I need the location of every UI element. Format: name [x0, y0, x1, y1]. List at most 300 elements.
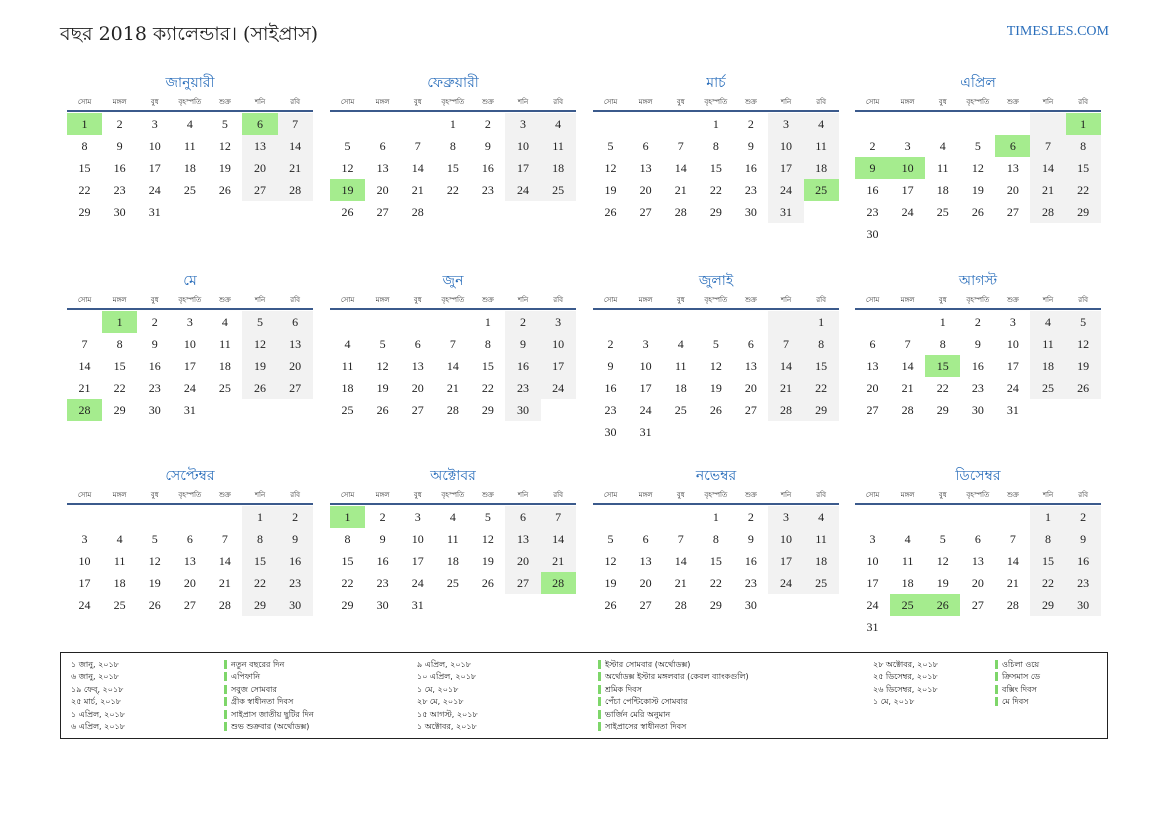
day-cell: 4: [221, 315, 228, 329]
day-cell: 4: [1030, 311, 1065, 333]
day-cell: 13: [242, 135, 277, 157]
day-cell: 29: [1030, 594, 1065, 616]
day-cell: 2: [869, 139, 876, 153]
empty-day-cell: [330, 113, 365, 135]
day-cell: 3: [151, 117, 158, 131]
day-cell: 6: [505, 506, 540, 528]
day-cell: 12: [218, 139, 231, 153]
month-name: জানুয়ারী: [165, 75, 215, 91]
day-cell: 28: [768, 399, 803, 421]
day-cell: 17: [768, 157, 803, 179]
day-cell: 30: [148, 403, 161, 417]
day-cell: 11: [804, 528, 839, 550]
day-cell: 22: [936, 381, 949, 395]
day-cell: 6: [642, 532, 649, 546]
legend-holiday-name: এপিফানি: [224, 671, 314, 683]
day-cell: 23: [505, 377, 540, 399]
day-cell: 5: [712, 337, 719, 351]
month-name: অক্টোবর: [430, 468, 476, 484]
empty-day-cell: [628, 311, 663, 333]
empty-day-cell: [855, 311, 890, 333]
weekday-label: বৃহস্পতি: [178, 491, 202, 499]
weekday-label: শনি: [517, 296, 529, 304]
weekday-label: শুক্র: [218, 491, 231, 499]
day-cell: 27: [411, 403, 424, 417]
day-cell: 4: [344, 337, 351, 351]
empty-day-cell: [628, 113, 663, 135]
day-cell: 4: [804, 506, 839, 528]
day-cell: 13: [639, 161, 652, 175]
month-calendar: [593, 72, 839, 223]
day-cell: 13: [971, 554, 984, 568]
weekday-label: শুক্র: [1006, 98, 1019, 106]
day-cell: 11: [219, 337, 231, 351]
site-link[interactable]: TIMESLES.COM: [1006, 24, 1109, 39]
day-cell: 24: [148, 183, 161, 197]
day-cell: 6: [747, 337, 754, 351]
day-cell: 12: [604, 161, 617, 175]
day-cell: 21: [674, 183, 687, 197]
empty-day-cell: [365, 113, 400, 135]
day-cell: 16: [866, 183, 879, 197]
day-cell: 23: [604, 403, 617, 417]
month-calendar: [593, 270, 839, 443]
day-cell: 22: [446, 183, 459, 197]
day-cell: 26: [604, 598, 617, 612]
day-cell: 16: [278, 550, 313, 572]
weekday-label: বুধ: [150, 98, 159, 106]
weekday-label: শনি: [517, 491, 529, 499]
weekday-label: সোম: [603, 98, 618, 106]
day-cell: 10: [78, 554, 91, 568]
day-cell: 24: [505, 179, 540, 201]
day-cell: 20: [971, 576, 984, 590]
empty-day-cell: [960, 506, 995, 528]
weekday-label: বুধ: [676, 296, 685, 304]
day-cell: 9: [116, 139, 123, 153]
empty-day-cell: [663, 113, 698, 135]
day-grid: [855, 113, 1101, 245]
day-cell: 21: [901, 381, 914, 395]
day-cell: 5: [974, 139, 981, 153]
weekday-label: মঙ্গল: [375, 491, 390, 499]
weekday-label: সোম: [340, 296, 355, 304]
day-cell: 2: [607, 337, 614, 351]
day-cell: 7: [541, 506, 576, 528]
day-cell: 8: [344, 532, 351, 546]
day-cell: 22: [1066, 179, 1101, 201]
day-cell: 4: [186, 117, 193, 131]
day-cell: 15: [242, 550, 277, 572]
day-cell: 2: [1066, 506, 1101, 528]
day-cell: 8: [242, 528, 277, 550]
day-cell: 1: [1030, 506, 1065, 528]
weekday-label: শনি: [780, 98, 792, 106]
day-grid: [330, 506, 576, 616]
month-name: জুন: [442, 273, 464, 289]
day-cell: 29: [341, 598, 354, 612]
day-cell: 20: [744, 381, 757, 395]
day-cell: 18: [113, 576, 126, 590]
weekday-label: মঙ্গল: [112, 491, 127, 499]
day-cell: 3: [1009, 315, 1016, 329]
day-cell: 16: [744, 161, 757, 175]
day-cell: 24: [541, 377, 576, 399]
day-cell: 1: [449, 117, 456, 131]
day-cell: 2: [974, 315, 981, 329]
legend-holiday-date: ৯ এপ্রিল, ২০১৮: [417, 660, 471, 669]
day-cell: 7: [81, 337, 88, 351]
day-cell: 5: [607, 532, 614, 546]
day-cell: 11: [113, 554, 126, 568]
day-cell: 5: [221, 117, 228, 131]
weekday-label: রবি: [553, 491, 563, 499]
legend-holiday-name: শ্রমিক দিবস: [598, 684, 749, 696]
day-grid: [593, 113, 839, 223]
day-cell: 17: [768, 550, 803, 572]
day-cell: 30: [971, 403, 984, 417]
weekday-header: [67, 487, 313, 505]
month-calendar: [330, 270, 576, 421]
day-cell: 22: [481, 381, 494, 395]
weekday-label: শুক্র: [744, 296, 757, 304]
day-cell: 7: [1009, 532, 1016, 546]
weekday-label: রবি: [553, 98, 563, 106]
day-cell: 26: [341, 205, 354, 219]
day-cell: 10: [505, 135, 540, 157]
day-cell: 9: [379, 532, 386, 546]
day-cell: 23: [971, 381, 984, 395]
day-cell: 13: [866, 359, 879, 373]
weekday-label: মঙ্গল: [375, 98, 390, 106]
day-cell: 26: [148, 598, 161, 612]
day-cell: 25: [804, 572, 839, 594]
day-cell: 23: [278, 572, 313, 594]
empty-day-cell: [137, 506, 172, 528]
weekday-label: মঙ্গল: [900, 296, 915, 304]
holiday-day-cell: 1: [330, 506, 365, 528]
day-cell: 27: [971, 598, 984, 612]
day-grid: [67, 506, 313, 616]
day-cell: 5: [151, 532, 158, 546]
day-cell: 3: [81, 532, 88, 546]
holiday-day-cell: 26: [925, 594, 960, 616]
day-cell: 17: [901, 183, 914, 197]
day-cell: 31: [411, 598, 424, 612]
holiday-day-cell: 1: [67, 113, 102, 135]
day-cell: 7: [1030, 135, 1065, 157]
day-cell: 18: [218, 359, 231, 373]
weekday-label: বৃহস্পতি: [966, 98, 990, 106]
day-cell: 20: [505, 550, 540, 572]
day-cell: 11: [901, 554, 914, 568]
day-cell: 3: [869, 532, 876, 546]
weekday-label: শুক্র: [481, 296, 494, 304]
legend-holiday-name: অর্থোডক্স ইস্টার মঙ্গলবার (কেবল ব্যাংকগুলি): [598, 671, 749, 683]
day-cell: 26: [218, 183, 231, 197]
day-cell: 28: [901, 403, 914, 417]
day-cell: 28: [218, 598, 231, 612]
empty-day-cell: [1030, 113, 1065, 135]
day-cell: 4: [541, 113, 576, 135]
weekday-label: রবি: [1078, 98, 1088, 106]
day-cell: 26: [709, 403, 722, 417]
day-cell: 18: [183, 161, 196, 175]
day-grid: [67, 311, 313, 421]
weekday-label: বৃহস্পতি: [966, 296, 990, 304]
weekday-label: বৃহস্পতি: [966, 491, 990, 499]
day-cell: 2: [116, 117, 123, 131]
day-cell: 19: [376, 381, 389, 395]
weekday-header: [67, 292, 313, 310]
weekday-label: শনি: [254, 98, 266, 106]
day-grid: [593, 506, 839, 616]
day-cell: 16: [481, 161, 494, 175]
empty-day-cell: [733, 311, 768, 333]
day-cell: 8: [1030, 528, 1065, 550]
day-cell: 10: [768, 135, 803, 157]
weekday-label: বৃহস্পতি: [178, 296, 202, 304]
day-cell: 23: [744, 183, 757, 197]
page-title: বছর 2018 ক্যালেন্ডার। (সাইপ্রাস): [60, 23, 319, 45]
day-cell: 14: [674, 161, 687, 175]
day-cell: 15: [1066, 157, 1101, 179]
day-cell: 10: [1006, 337, 1019, 351]
legend-holiday-name: সাইপ্রাসের স্বাধীনতা দিবস: [598, 721, 749, 733]
day-cell: 22: [1030, 572, 1065, 594]
weekday-label: মঙ্গল: [638, 296, 653, 304]
holiday-day-cell: 1: [102, 311, 137, 333]
day-cell: 16: [1066, 550, 1101, 572]
day-cell: 2: [505, 311, 540, 333]
day-cell: 27: [639, 598, 652, 612]
day-cell: 27: [242, 179, 277, 201]
day-grid: [330, 113, 576, 223]
weekday-label: বৃহস্পতি: [441, 98, 465, 106]
day-cell: 12: [376, 359, 389, 373]
empty-day-cell: [663, 311, 698, 333]
month-calendar: [593, 465, 839, 616]
day-cell: 10: [866, 554, 879, 568]
day-cell: 19: [709, 381, 722, 395]
day-cell: 26: [376, 403, 389, 417]
day-cell: 13: [411, 359, 424, 373]
empty-day-cell: [207, 506, 242, 528]
weekday-label: বৃহস্পতি: [704, 296, 728, 304]
day-cell: 10: [148, 139, 161, 153]
holiday-day-cell: 28: [541, 572, 576, 594]
day-cell: 19: [1066, 355, 1101, 377]
legend-holiday-name: ইস্টার সোমবার (অর্থোডক্স): [598, 659, 749, 671]
day-cell: 14: [541, 528, 576, 550]
weekday-label: বৃহস্পতি: [441, 491, 465, 499]
day-grid: [855, 506, 1101, 638]
day-cell: 1: [939, 315, 946, 329]
day-cell: 12: [148, 554, 161, 568]
weekday-label: শনি: [1042, 98, 1054, 106]
day-cell: 22: [242, 572, 277, 594]
day-cell: 12: [481, 532, 494, 546]
day-cell: 15: [1030, 550, 1065, 572]
day-cell: 30: [1066, 594, 1101, 616]
weekday-label: শনি: [780, 491, 792, 499]
empty-day-cell: [628, 506, 663, 528]
holiday-day-cell: 25: [890, 594, 925, 616]
day-cell: 12: [341, 161, 354, 175]
day-cell: 17: [148, 161, 161, 175]
month-calendar: [330, 72, 576, 223]
day-cell: 30: [604, 425, 617, 439]
weekday-label: সোম: [603, 491, 618, 499]
weekday-label: সোম: [340, 98, 355, 106]
weekday-label: বৃহস্পতি: [178, 98, 202, 106]
weekday-label: শুক্র: [218, 98, 231, 106]
day-cell: 6: [278, 311, 313, 333]
day-cell: 28: [1030, 201, 1065, 223]
legend-holiday-date: ২৮ অক্টোবর, ২০১৮: [873, 660, 938, 669]
day-cell: 5: [484, 510, 491, 524]
day-cell: 2: [747, 510, 754, 524]
empty-day-cell: [67, 506, 102, 528]
day-cell: 14: [1006, 554, 1019, 568]
day-cell: 12: [1066, 333, 1101, 355]
weekday-label: বুধ: [150, 491, 159, 499]
legend-holiday-name: পেঁচা পেন্টিকোস্ট সোমবার: [598, 696, 749, 708]
day-cell: 29: [481, 403, 494, 417]
empty-day-cell: [400, 311, 435, 333]
day-cell: 16: [376, 554, 389, 568]
day-cell: 20: [1006, 183, 1019, 197]
day-cell: 19: [481, 554, 494, 568]
empty-day-cell: [960, 113, 995, 135]
legend-dates-col-2: [417, 659, 478, 733]
legend-holiday-date: ১৫ আগস্ট, ২০১৮: [417, 709, 478, 719]
legend-holiday-name: ওচিলা ওয়ে: [995, 659, 1040, 671]
day-cell: 18: [901, 576, 914, 590]
day-cell: 21: [541, 550, 576, 572]
day-cell: 12: [971, 161, 984, 175]
legend-holiday-date: ১ জানু, ২০১৮: [71, 660, 119, 669]
day-cell: 15: [481, 359, 494, 373]
weekday-header: [855, 292, 1101, 310]
legend-holiday-date: ১ মে, ২০১৮: [873, 697, 915, 707]
day-cell: 9: [607, 359, 614, 373]
day-cell: 2: [747, 117, 754, 131]
day-cell: 5: [1066, 311, 1101, 333]
day-cell: 19: [604, 183, 617, 197]
day-cell: 25: [674, 403, 687, 417]
day-cell: 3: [904, 139, 911, 153]
day-cell: 29: [709, 205, 722, 219]
day-cell: 23: [148, 381, 161, 395]
weekday-header: [330, 487, 576, 505]
day-cell: 11: [541, 135, 576, 157]
day-cell: 21: [768, 377, 803, 399]
day-cell: 12: [709, 359, 722, 373]
day-cell: 3: [186, 315, 193, 329]
weekday-label: বুধ: [676, 491, 685, 499]
day-cell: 9: [484, 139, 491, 153]
empty-day-cell: [995, 506, 1030, 528]
day-cell: 11: [447, 532, 459, 546]
day-cell: 12: [604, 554, 617, 568]
day-cell: 31: [866, 620, 879, 634]
legend-holiday-date: ৬ এপ্রিল, ২০১৮: [71, 721, 125, 731]
empty-day-cell: [172, 506, 207, 528]
day-cell: 22: [804, 377, 839, 399]
day-cell: 28: [674, 598, 687, 612]
day-cell: 27: [866, 403, 879, 417]
weekday-label: মঙ্গল: [375, 296, 390, 304]
weekday-label: সোম: [865, 491, 880, 499]
day-cell: 20: [639, 183, 652, 197]
weekday-label: বুধ: [413, 296, 422, 304]
month-name: নভেম্বর: [695, 468, 737, 484]
day-cell: 30: [278, 594, 313, 616]
weekday-label: রবি: [290, 491, 300, 499]
day-cell: 6: [186, 532, 193, 546]
day-cell: 25: [541, 179, 576, 201]
day-cell: 10: [411, 532, 424, 546]
weekday-label: রবি: [816, 98, 826, 106]
weekday-label: বুধ: [413, 98, 422, 106]
day-cell: 16: [505, 355, 540, 377]
weekday-label: রবি: [290, 296, 300, 304]
empty-day-cell: [768, 311, 803, 333]
weekday-header: [330, 94, 576, 112]
day-cell: 26: [1066, 377, 1101, 399]
weekday-label: সোম: [77, 296, 92, 304]
day-cell: 6: [379, 139, 386, 153]
day-cell: 19: [242, 355, 277, 377]
legend-holiday-name: ক্রিসমাস ডে: [995, 671, 1040, 683]
day-cell: 30: [744, 205, 757, 219]
day-cell: 25: [183, 183, 196, 197]
month-calendar: [67, 270, 313, 421]
empty-day-cell: [698, 311, 733, 333]
day-cell: 30: [866, 227, 879, 241]
holiday-day-cell: 25: [804, 179, 839, 201]
weekday-label: সোম: [340, 491, 355, 499]
weekday-label: রবি: [553, 296, 563, 304]
empty-day-cell: [890, 311, 925, 333]
legend-holiday-date: ১ এপ্রিল, ২০১৮: [71, 709, 125, 719]
day-cell: 13: [744, 359, 757, 373]
day-cell: 21: [1006, 576, 1019, 590]
weekday-label: রবি: [1078, 491, 1088, 499]
weekday-label: রবি: [816, 491, 826, 499]
legend-holiday-date: ১০ এপ্রিল, ২০১৮: [417, 672, 477, 682]
day-cell: 14: [901, 359, 914, 373]
day-cell: 21: [446, 381, 459, 395]
day-cell: 4: [677, 337, 684, 351]
day-cell: 30: [505, 399, 540, 421]
legend-holiday-date: ১ অক্টোবর, ২০১৮: [417, 721, 477, 731]
day-cell: 26: [242, 377, 277, 399]
legend-holiday-name: শুভ শুক্রবার (অর্থোডক্স): [224, 721, 314, 733]
day-cell: 22: [113, 381, 126, 395]
day-cell: 25: [218, 381, 231, 395]
day-cell: 23: [1066, 572, 1101, 594]
weekday-label: সোম: [603, 296, 618, 304]
legend-holiday-date: ২৬ ডিসেম্বর, ২০১৮: [873, 684, 938, 694]
legend-names-col-2: [598, 659, 749, 733]
day-cell: 10: [639, 359, 652, 373]
month-name: আগস্ট: [958, 273, 998, 289]
day-cell: 28: [278, 179, 313, 201]
weekday-label: মঙ্গল: [112, 98, 127, 106]
day-cell: 2: [484, 117, 491, 131]
